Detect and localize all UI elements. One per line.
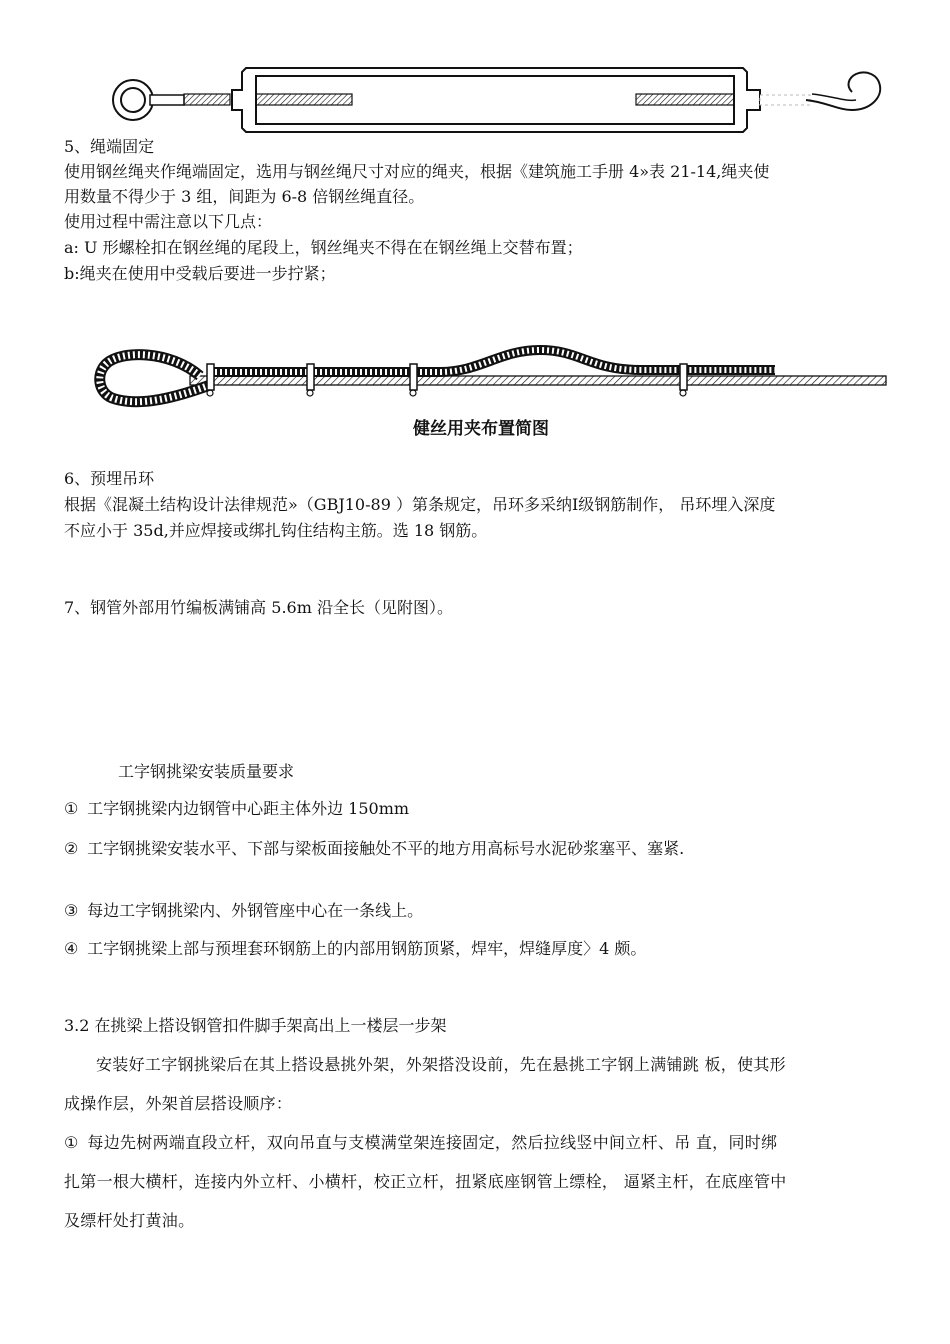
item-text: 每边先树两端直段立杆，双向吊直与支模满堂架连接固定，然后拉线竖中间立杆、吊 直，同时绑 (87, 1133, 778, 1152)
section-3-2-item-line-3: 及缥杆处打黄油。 (64, 1211, 195, 1230)
item-number: ① (64, 1133, 79, 1152)
turnbuckle-body (232, 68, 760, 132)
right-hook (760, 73, 880, 111)
left-rod-thread (184, 94, 230, 105)
section-5-line-3: 使用过程中需注意以下几点： (64, 212, 273, 231)
section-3-2-item-line-1 (64, 1133, 777, 1153)
section-3-2-para-line-2: 成操作层，外架首层搭设顺序： (64, 1094, 293, 1113)
figure-caption: 健丝用夹布置简图 (413, 419, 549, 439)
section-5-line-5: b:绳夹在使用中受载后要进一步拧紧； (64, 264, 336, 283)
item-number: ② (64, 839, 79, 858)
rope-clip (307, 364, 314, 396)
left-eye-hook (113, 80, 184, 120)
quality-item-1 (64, 799, 409, 819)
quality-item-3 (64, 901, 423, 921)
item-number: ③ (64, 901, 79, 920)
rope-clip (410, 364, 417, 396)
section-5-line-4: a: U 形螺栓扣在钢丝绳的尾段上，钢丝绳夹不得在在钢丝绳上交替布置； (64, 238, 583, 257)
quality-item-2 (64, 839, 684, 859)
section-6-heading: 6、预埋吊环 (64, 469, 155, 488)
rope-clip (680, 364, 687, 396)
section-7-text: 7、钢管外部用竹编板满铺高 5.6m 沿全长（见附图）。 (64, 598, 453, 617)
section-6-line-2: 不应小于 35d,并应焊接或绑扎钩住结构主筋。选 18 钢筋。 (64, 521, 488, 540)
item-text: 工字钢挑梁上部与预埋套环钢筋上的内部用钢筋顶紧，焊牢，焊缝厚度〉4 颇。 (87, 939, 647, 958)
section-3-2-heading: 3.2 在挑梁上搭设钢管扣件脚手架高出上一楼层一步架 (64, 1016, 447, 1035)
item-number: ④ (64, 939, 79, 958)
item-number: ① (64, 799, 79, 818)
turnbuckle-figure (0, 0, 950, 140)
section-5-line-2: 用数量不得少于 3 组，间距为 6-8 倍钢丝绳直径。 (64, 187, 425, 206)
section-6-line-1: 根据《混凝土结构设计法律规范»（GBJ10-89 ）第条规定，吊环多采纳Ⅰ级钢筋制作， 吊环埋入深度 (64, 495, 776, 514)
section-5-heading: 5、绳端固定 (64, 137, 155, 156)
rope-clip (207, 364, 214, 396)
quality-title: 工字钢挑梁安装质量要求 (118, 762, 295, 781)
item-text: 每边工字钢挑梁内、外钢管座中心在一条线上。 (87, 901, 424, 920)
item-text: 工字钢挑梁内边钢管中心距主体外边 150mm (87, 799, 410, 818)
section-3-2-para-line-1: 安装好工字钢挑梁后在其上搭设悬挑外架，外架搭没设前，先在悬挑工字钢上满铺跳 板，使其形 (96, 1055, 786, 1074)
quality-item-4 (64, 939, 646, 959)
section-5-line-1: 使用钢丝绳夹作绳端固定，选用与钢丝绳尺寸对应的绳夹，根据《建筑施工手册 4»表 21-14,绳夹使 (64, 162, 770, 181)
section-3-2-item-line-2: 扎第一根大横杆，连接内外立杆、小横杆，校正立杆，扭紧底座钢管上缥栓， 逼紧主杆，在底座管中 (64, 1172, 787, 1191)
item-text: 工字钢挑梁安装水平、下部与梁板面接触处不平的地方用高标号水泥砂浆塞平、塞紧. (87, 839, 685, 858)
